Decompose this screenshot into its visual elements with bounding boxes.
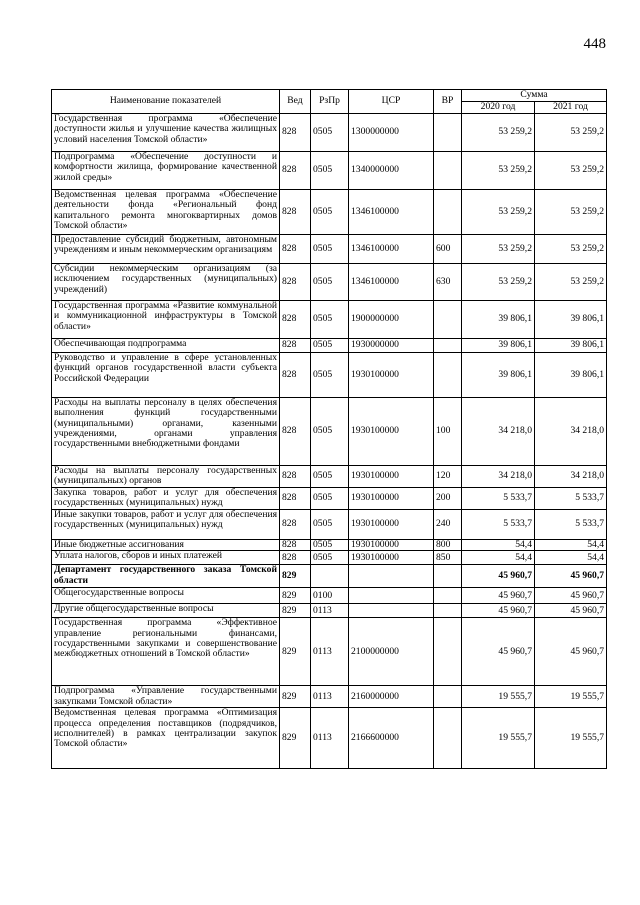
cell-sum-2021: 53 259,2 xyxy=(535,152,607,190)
header-year-2021: 2021 год xyxy=(535,102,607,114)
cell-ved: 828 xyxy=(280,551,311,565)
table-row xyxy=(52,604,607,618)
table-row xyxy=(52,708,607,769)
cell-rzpr: 0505 xyxy=(311,353,349,398)
cell-sum-2020: 5 533,7 xyxy=(462,488,535,510)
table-row xyxy=(52,353,607,398)
cell-sum-2021: 54,4 xyxy=(535,540,607,551)
cell-ved: 828 xyxy=(280,398,311,466)
cell-name: Субсидии некоммерческим организациям (за исключением государственных (муниципальных) учреждений) xyxy=(52,264,280,301)
cell-name: Государственная программа «Обеспечение доступности жилья и улучшение качества жилищных условий населения Томской области» xyxy=(52,114,280,152)
cell-sum-2021: 45 960,7 xyxy=(535,588,607,604)
cell-vr xyxy=(434,353,462,398)
table-row xyxy=(52,466,607,488)
cell-ved: 829 xyxy=(280,604,311,618)
cell-name: Ведомственная целевая программа «Обеспечение деятельности фонда «Региональный фонд капитального ремонта многоквартирных домов Томской области» xyxy=(52,190,280,235)
cell-sum-2020: 54,4 xyxy=(462,540,535,551)
cell-vr: 120 xyxy=(434,466,462,488)
cell-csr: 1930100000 xyxy=(349,466,434,488)
cell-sum-2021: 45 960,7 xyxy=(535,618,607,686)
cell-sum-2021: 34 218,0 xyxy=(535,398,607,466)
cell-rzpr: 0505 xyxy=(311,510,349,540)
cell-name: Закупка товаров, работ и услуг для обеспечения государственных (муниципальных) нужд xyxy=(52,488,280,510)
header-rzpr: РзПр xyxy=(311,90,349,114)
cell-sum-2020: 5 533,7 xyxy=(462,510,535,540)
cell-vr xyxy=(434,190,462,235)
cell-vr xyxy=(434,618,462,686)
cell-sum-2021: 54,4 xyxy=(535,551,607,565)
cell-rzpr: 0113 xyxy=(311,708,349,769)
cell-ved: 828 xyxy=(280,264,311,301)
cell-csr: 1346100000 xyxy=(349,264,434,301)
cell-ved: 829 xyxy=(280,708,311,769)
table-row xyxy=(52,114,607,152)
cell-sum-2021: 19 555,7 xyxy=(535,686,607,708)
cell-sum-2021: 53 259,2 xyxy=(535,235,607,264)
cell-csr: 1346100000 xyxy=(349,190,434,235)
cell-ved: 828 xyxy=(280,301,311,339)
cell-csr xyxy=(349,604,434,618)
cell-csr: 1930100000 xyxy=(349,488,434,510)
cell-sum-2021: 45 960,7 xyxy=(535,565,607,588)
cell-csr: 1900000000 xyxy=(349,301,434,339)
cell-name: Обеспечивающая подпрограмма xyxy=(52,339,280,353)
cell-vr: 800 xyxy=(434,540,462,551)
cell-sum-2020: 19 555,7 xyxy=(462,686,535,708)
budget-table xyxy=(51,89,607,769)
cell-vr xyxy=(434,708,462,769)
cell-csr: 1300000000 xyxy=(349,114,434,152)
cell-ved: 828 xyxy=(280,353,311,398)
cell-vr xyxy=(434,301,462,339)
cell-vr xyxy=(434,604,462,618)
table-row xyxy=(52,510,607,540)
header-csr: ЦСР xyxy=(349,90,434,114)
cell-csr: 2166600000 xyxy=(349,708,434,769)
cell-vr: 630 xyxy=(434,264,462,301)
table-row xyxy=(52,264,607,301)
table-row xyxy=(52,190,607,235)
cell-vr: 850 xyxy=(434,551,462,565)
table-row xyxy=(52,235,607,264)
cell-sum-2021: 53 259,2 xyxy=(535,264,607,301)
cell-name: Ведомственная целевая программа «Оптимизация процесса определения поставщиков (подрядчиков, исполнителей) в рамках централизации закупок Томской области» xyxy=(52,708,280,769)
table-row xyxy=(52,551,607,565)
cell-ved: 828 xyxy=(280,488,311,510)
cell-sum-2020: 45 960,7 xyxy=(462,565,535,588)
table-body xyxy=(52,114,607,769)
cell-ved: 828 xyxy=(280,466,311,488)
header-row xyxy=(52,90,607,102)
cell-rzpr: 0505 xyxy=(311,466,349,488)
cell-name: Иные бюджетные ассигнования xyxy=(52,540,280,551)
cell-ved: 828 xyxy=(280,152,311,190)
cell-sum-2020: 53 259,2 xyxy=(462,264,535,301)
cell-rzpr: 0505 xyxy=(311,339,349,353)
cell-sum-2021: 39 806,1 xyxy=(535,301,607,339)
cell-vr xyxy=(434,686,462,708)
cell-sum-2020: 53 259,2 xyxy=(462,190,535,235)
cell-name: Предоставление субсидий бюджетным, автономным учреждениям и иным некоммерческим организациям xyxy=(52,235,280,264)
cell-ved: 828 xyxy=(280,510,311,540)
cell-rzpr: 0505 xyxy=(311,190,349,235)
cell-sum-2021: 5 533,7 xyxy=(535,510,607,540)
cell-sum-2021: 34 218,0 xyxy=(535,466,607,488)
cell-sum-2020: 53 259,2 xyxy=(462,114,535,152)
cell-rzpr: 0505 xyxy=(311,152,349,190)
cell-rzpr: 0505 xyxy=(311,488,349,510)
cell-ved: 828 xyxy=(280,114,311,152)
cell-rzpr: 0505 xyxy=(311,551,349,565)
cell-name: Иные закупки товаров, работ и услуг для обеспечения государственных (муниципальных) нужд xyxy=(52,510,280,540)
cell-ved: 829 xyxy=(280,565,311,588)
cell-vr: 200 xyxy=(434,488,462,510)
cell-sum-2020: 54,4 xyxy=(462,551,535,565)
cell-rzpr: 0113 xyxy=(311,604,349,618)
cell-sum-2020: 39 806,1 xyxy=(462,301,535,339)
cell-ved: 828 xyxy=(280,190,311,235)
cell-vr xyxy=(434,152,462,190)
cell-vr xyxy=(434,114,462,152)
cell-csr: 1930100000 xyxy=(349,398,434,466)
cell-sum-2020: 45 960,7 xyxy=(462,618,535,686)
cell-sum-2021: 5 533,7 xyxy=(535,488,607,510)
cell-rzpr: 0505 xyxy=(311,114,349,152)
cell-ved: 829 xyxy=(280,588,311,604)
cell-sum-2020: 39 806,1 xyxy=(462,353,535,398)
cell-sum-2020: 19 555,7 xyxy=(462,708,535,769)
cell-name: Руководство и управление в сфере установленных функций органов государственной власти субъекта Российской Федерации xyxy=(52,353,280,398)
cell-name: Общегосударственные вопросы xyxy=(52,588,280,604)
cell-name: Подпрограмма «Обеспечение доступности и комфортности жилища, формирование качественной жилой среды» xyxy=(52,152,280,190)
table-row xyxy=(52,398,607,466)
header-year-2020: 2020 год xyxy=(462,102,535,114)
cell-sum-2020: 34 218,0 xyxy=(462,398,535,466)
cell-csr: 1346100000 xyxy=(349,235,434,264)
page-number: 448 xyxy=(583,36,606,52)
cell-vr xyxy=(434,588,462,604)
header-vr: ВР xyxy=(434,90,462,114)
header-ved: Вед xyxy=(280,90,311,114)
cell-sum-2020: 53 259,2 xyxy=(462,152,535,190)
cell-name: Расходы на выплаты персоналу государственных (муниципальных) органов xyxy=(52,466,280,488)
cell-csr: 1930100000 xyxy=(349,540,434,551)
cell-rzpr: 0505 xyxy=(311,235,349,264)
cell-sum-2021: 53 259,2 xyxy=(535,114,607,152)
table-row xyxy=(52,301,607,339)
cell-sum-2020: 45 960,7 xyxy=(462,588,535,604)
cell-rzpr: 0505 xyxy=(311,301,349,339)
table-row xyxy=(52,540,607,551)
cell-sum-2020: 39 806,1 xyxy=(462,339,535,353)
cell-csr: 1930100000 xyxy=(349,551,434,565)
cell-csr: 1930000000 xyxy=(349,339,434,353)
cell-ved: 828 xyxy=(280,540,311,551)
cell-sum-2020: 53 259,2 xyxy=(462,235,535,264)
cell-vr xyxy=(434,339,462,353)
cell-name: Департамент государственного заказа Томской области xyxy=(52,565,280,588)
cell-ved: 829 xyxy=(280,618,311,686)
table-row xyxy=(52,686,607,708)
cell-csr: 2100000000 xyxy=(349,618,434,686)
cell-sum-2021: 39 806,1 xyxy=(535,339,607,353)
cell-csr: 1930100000 xyxy=(349,510,434,540)
table-row xyxy=(52,565,607,588)
cell-rzpr: 0505 xyxy=(311,540,349,551)
cell-rzpr: 0113 xyxy=(311,686,349,708)
cell-csr: 1930100000 xyxy=(349,353,434,398)
cell-vr: 100 xyxy=(434,398,462,466)
cell-sum-2021: 39 806,1 xyxy=(535,353,607,398)
cell-sum-2021: 19 555,7 xyxy=(535,708,607,769)
table-row xyxy=(52,339,607,353)
cell-rzpr xyxy=(311,565,349,588)
table-row xyxy=(52,618,607,686)
cell-name: Подпрограмма «Управление государственными закупками Томской области» xyxy=(52,686,280,708)
cell-sum-2021: 53 259,2 xyxy=(535,190,607,235)
cell-sum-2021: 45 960,7 xyxy=(535,604,607,618)
table-row xyxy=(52,152,607,190)
cell-ved: 828 xyxy=(280,235,311,264)
table-row xyxy=(52,488,607,510)
cell-name: Государственная программа «Развитие коммунальной и коммуникационной инфраструктуры в Томской области» xyxy=(52,301,280,339)
cell-name: Расходы на выплаты персоналу в целях обеспечения выполнения функций государственными (муниципальными) органами, казенными учреждениями, органами управления государственными внебюджетными фондами xyxy=(52,398,280,466)
cell-vr xyxy=(434,565,462,588)
cell-rzpr: 0113 xyxy=(311,618,349,686)
cell-name: Другие общегосударственные вопросы xyxy=(52,604,280,618)
cell-name: Государственная программа «Эффективное управление региональными финансами, государственными закупками и совершенствование межбюджетных отношений в Томской области» xyxy=(52,618,280,686)
cell-csr xyxy=(349,565,434,588)
cell-rzpr: 0505 xyxy=(311,398,349,466)
cell-ved: 829 xyxy=(280,686,311,708)
cell-csr: 1340000000 xyxy=(349,152,434,190)
cell-csr: 2160000000 xyxy=(349,686,434,708)
cell-rzpr: 0100 xyxy=(311,588,349,604)
cell-rzpr: 0505 xyxy=(311,264,349,301)
cell-vr: 600 xyxy=(434,235,462,264)
cell-sum-2020: 45 960,7 xyxy=(462,604,535,618)
header-name: Наименование показателей xyxy=(52,90,280,114)
cell-name: Уплата налогов, сборов и иных платежей xyxy=(52,551,280,565)
cell-sum-2020: 34 218,0 xyxy=(462,466,535,488)
cell-ved: 828 xyxy=(280,339,311,353)
table-row xyxy=(52,588,607,604)
cell-csr xyxy=(349,588,434,604)
header-sum: Сумма xyxy=(462,90,607,102)
cell-vr: 240 xyxy=(434,510,462,540)
